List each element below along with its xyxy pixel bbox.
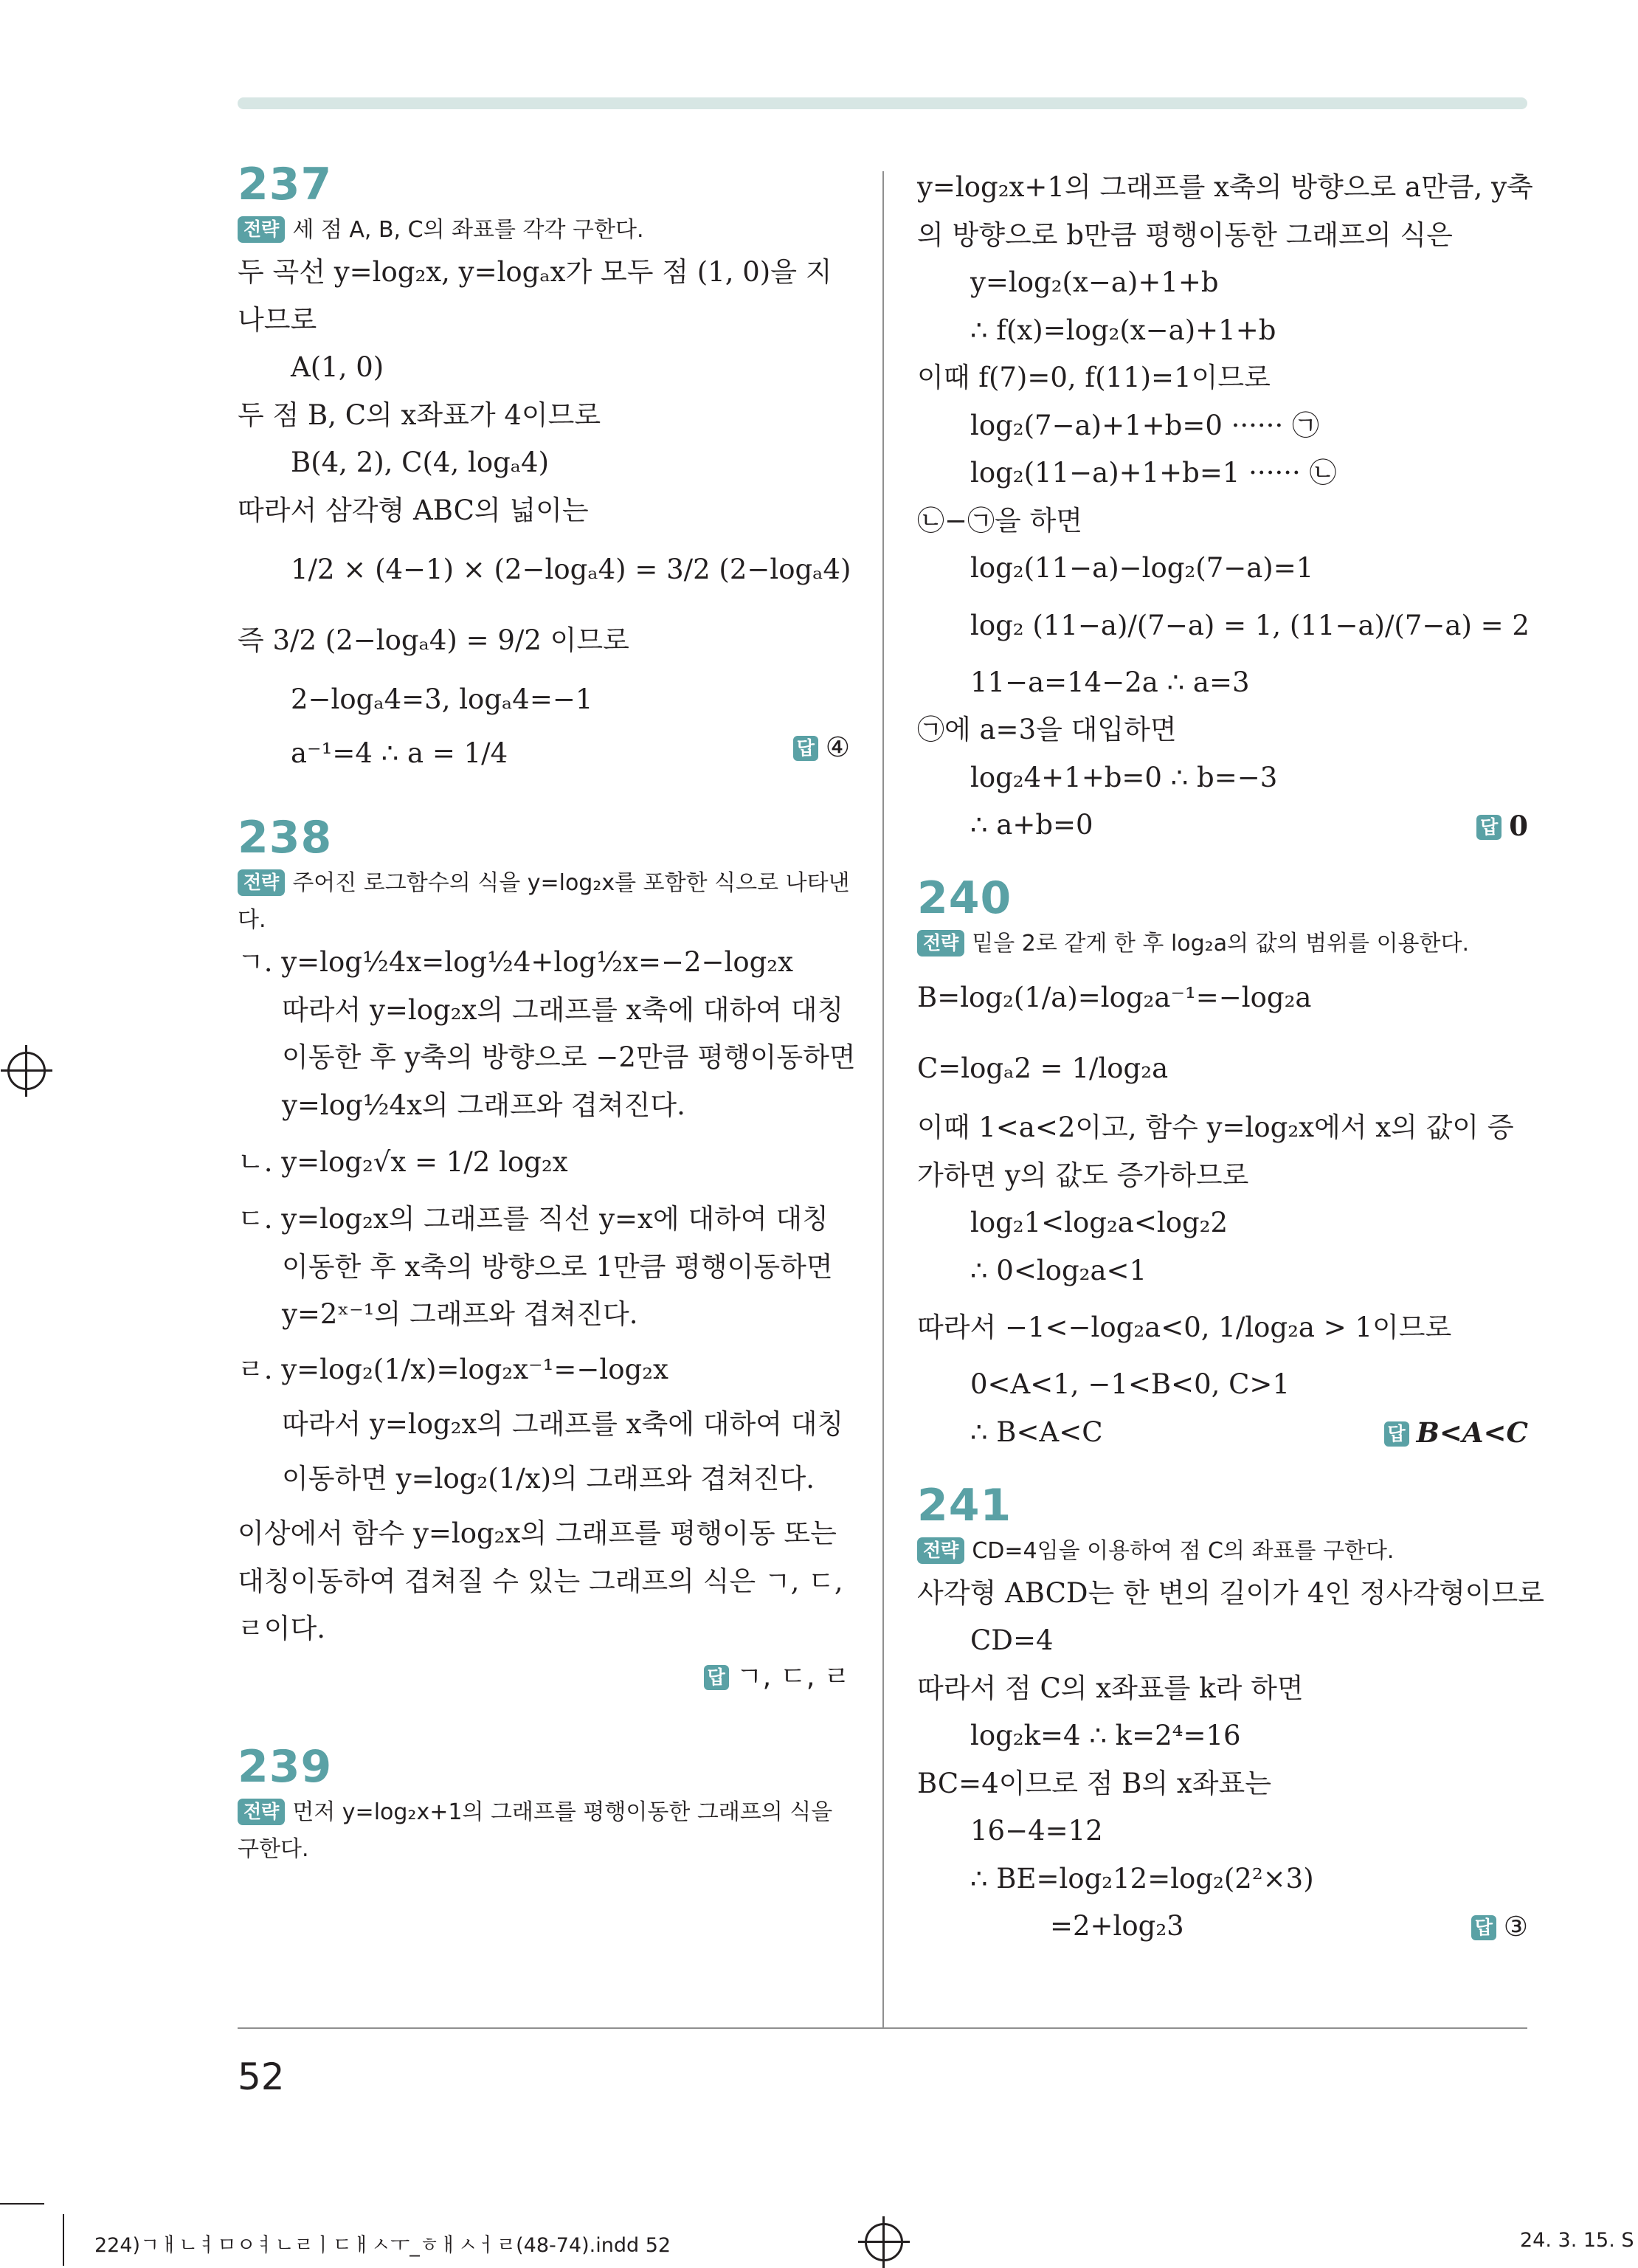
strategy-text: 먼저 y=log₂x+1의 그래프를 평행이동한 그래프의 식을 구한다. <box>238 1799 833 1862</box>
solution-line: y=log₂x+1의 그래프를 x축의 방향으로 a만큼, y축 <box>917 171 1533 203</box>
header-bar <box>238 97 1527 109</box>
strategy-text: CD=4임을 이용하여 점 C의 좌표를 구한다. <box>972 1537 1395 1564</box>
solution-line: CD=4 <box>970 1624 1054 1656</box>
solution-line: A(1, 0) <box>291 351 384 383</box>
problem-239-continued <box>917 164 1533 850</box>
solution-line: ㄴ. y=log₂√x = 1/2 log₂x <box>238 1146 568 1178</box>
answer-tag: 답 <box>1476 815 1502 840</box>
problem-number: 238 <box>238 812 333 864</box>
solution-line: ∴ a+b=0 <box>970 809 1093 841</box>
solution-line: log₂(11−a)−log₂(7−a)=1 <box>970 552 1314 584</box>
solution-line: 가하면 y의 값도 증가하므로 <box>917 1159 1249 1191</box>
solution-line: ㄷ. y=log₂x의 그래프를 직선 y=x에 대하여 대칭 <box>238 1203 829 1235</box>
solution-line: a⁻¹=4 ∴ a = 1/4 <box>291 737 508 769</box>
solution-line: ∴ 0<log₂a<1 <box>970 1254 1147 1286</box>
solution-line: ∴ BE=log₂12=log₂(2²×3) <box>970 1862 1314 1895</box>
solution-line: ㉠에 a=3을 대입하면 <box>917 714 1177 745</box>
left-column <box>238 159 856 1868</box>
solution-line: ㉡−㉠을 하면 <box>917 504 1082 537</box>
solution-line: log₂(7−a)+1+b=0 ······ ㉠ <box>970 409 1319 441</box>
strategy <box>917 1533 1528 1570</box>
solution-line: 따라서 삼각형 ABC의 넓이는 <box>238 494 589 526</box>
solution-line: ∴ f(x)=log₂(x−a)+1+b <box>970 314 1276 346</box>
registration-mark-icon <box>865 2223 903 2261</box>
strategy-text: 주어진 로그함수의 식을 y=log₂x를 포함한 식으로 나타낸다. <box>238 870 850 933</box>
solution-line: log₂1<log₂a<log₂2 <box>970 1207 1228 1238</box>
problem-number: 240 <box>917 872 1012 924</box>
solution-line: ∴ B<A<C <box>970 1416 1103 1448</box>
column-divider <box>882 171 884 2027</box>
problem-number: 241 <box>917 1479 1012 1531</box>
page-number: 52 <box>238 2055 285 2098</box>
solution-line: 0<A<1, −1<B<0, C>1 <box>970 1368 1290 1400</box>
solution-line: 16−4=12 <box>970 1815 1103 1847</box>
strategy-tag: 전략 <box>917 1537 964 1564</box>
solution-line: 이상에서 함수 y=log₂x의 그래프를 평행이동 또는 <box>238 1517 837 1549</box>
solution-line: 이때 f(7)=0, f(11)=1이므로 <box>917 362 1271 393</box>
solution-line: log₂4+1+b=0 ∴ b=−3 <box>970 761 1278 793</box>
solution-line: 즉 3/2 (2−logₐ4) = 9/2 이므로 <box>238 624 629 656</box>
solution-line: log₂ (11−a)/(7−a) = 1, (11−a)/(7−a) = 2 <box>970 609 1530 641</box>
answer-value: ④ <box>825 731 850 763</box>
solution-line: log₂(11−a)+1+b=1 ······ ㉡ <box>970 457 1337 489</box>
crop-mark <box>63 2214 64 2266</box>
solution-line: ㄹ. y=log₂(1/x)=log₂x⁻¹=−log₂x <box>238 1353 668 1385</box>
problem-238 <box>238 812 856 1700</box>
solution-line: =2+log₂3 <box>1050 1910 1184 1942</box>
solution-line: 두 곡선 y=log₂x, y=logₐx가 모두 점 (1, 0)을 지 <box>238 256 832 288</box>
answer-value: 0 <box>1509 809 1528 842</box>
solution-line: BC=4이므로 점 B의 x좌표는 <box>917 1767 1272 1799</box>
strategy-text: 세 점 A, B, C의 좌표를 각각 구한다. <box>292 217 644 243</box>
problem-number: 237 <box>238 159 333 210</box>
problem-240 <box>917 872 1528 1458</box>
solution-line: 따라서 y=log₂x의 그래프를 x축에 대하여 대칭 <box>282 1407 844 1440</box>
problem-241 <box>917 1479 1545 1951</box>
answer-tag: 답 <box>1471 1915 1496 1940</box>
strategy <box>238 865 850 939</box>
solution-line: 두 점 B, C의 x좌표가 4이므로 <box>238 399 601 431</box>
strategy-tag: 전략 <box>238 869 285 896</box>
answer-tag: 답 <box>704 1665 729 1690</box>
footer-date: 24. 3. 15. S <box>1520 2229 1634 2252</box>
solution-line: ㄹ이다. <box>238 1613 325 1644</box>
solution-line: log₂k=4 ∴ k=2⁴=16 <box>970 1720 1241 1751</box>
answer-value: B<A<C <box>1416 1416 1528 1449</box>
solution-line: 이동한 후 x축의 방향으로 1만큼 평행이동하면 <box>282 1250 833 1283</box>
strategy-tag: 전략 <box>917 930 964 957</box>
solution-line: 11−a=14−2a ∴ a=3 <box>970 666 1250 698</box>
registration-mark-icon <box>7 1052 46 1090</box>
solution-line: 2−logₐ4=3, logₐ4=−1 <box>291 683 593 715</box>
solution-line: y=2ˣ⁻¹의 그래프와 겹쳐진다. <box>282 1298 638 1330</box>
strategy-text: 밑을 2로 같게 한 후 log₂a의 값의 범위를 이용한다. <box>972 931 1470 957</box>
answer-tag: 답 <box>793 736 818 761</box>
footer-filename: 224)ㄱㅐㄴㅕㅁㅇㅕㄴㄹㅣㄷㅐㅅㅜ_ㅎㅐㅅㅓㄹ(48-74).indd 52 <box>94 2234 671 2257</box>
bottom-rule <box>238 2027 1527 2029</box>
solution-line: 따라서 점 C의 x좌표를 k라 하면 <box>917 1672 1304 1704</box>
problem-237 <box>238 159 850 771</box>
answer-tag: 답 <box>1384 1421 1409 1447</box>
solution-line: 이때 1<a<2이고, 함수 y=log₂x에서 x의 값이 증 <box>917 1111 1514 1143</box>
crop-mark <box>0 2203 44 2205</box>
solution-line: 사각형 ABCD는 한 변의 길이가 4인 정사각형이므로 <box>917 1576 1545 1609</box>
solution-line: 따라서 y=log₂x의 그래프를 x축에 대하여 대칭 <box>282 993 844 1026</box>
solution-line: 의 방향으로 b만큼 평행이동한 그래프의 식은 <box>917 218 1453 251</box>
solution-line: 나므로 <box>238 303 317 336</box>
solution-line: 대칭이동하여 겹쳐질 수 있는 그래프의 식은 ㄱ, ㄷ, <box>238 1565 843 1597</box>
strategy-tag: 전략 <box>238 216 285 243</box>
solution-line: 이동하면 y=log₂(1/x)의 그래프와 겹쳐진다. <box>282 1463 815 1495</box>
strategy <box>238 1794 850 1868</box>
solution-line: 이동한 후 y축의 방향으로 −2만큼 평행이동하면 <box>282 1041 856 1073</box>
strategy-tag: 전략 <box>238 1799 285 1825</box>
problem-number: 239 <box>238 1741 333 1793</box>
problem-239 <box>238 1741 850 1868</box>
solution-line: 따라서 −1<−log₂a<0, 1/log₂a > 1이므로 <box>917 1311 1452 1343</box>
strategy <box>917 926 1528 962</box>
right-column <box>917 164 1545 1951</box>
solution-line: y=log½4x의 그래프와 겹쳐진다. <box>282 1089 685 1121</box>
solution-line: 1/2 × (4−1) × (2−logₐ4) = 3/2 (2−logₐ4) <box>291 554 851 585</box>
solution-line: y=log₂(x−a)+1+b <box>970 266 1219 298</box>
solution-line: C=logₐ2 = 1/log₂a <box>917 1052 1169 1084</box>
answer <box>917 1903 1528 1951</box>
solution-line: B=log₂(1/a)=log₂a⁻¹=−log₂a <box>917 982 1312 1013</box>
solution-line: B(4, 2), C(4, logₐ4) <box>291 447 550 478</box>
strategy <box>238 212 850 249</box>
answer <box>238 1653 850 1701</box>
answer-value: ㄱ, ㄷ, ㄹ <box>736 1660 850 1692</box>
answer-value: ③ <box>1503 1910 1528 1943</box>
solution-line: ㄱ. y=log½4x=log½4+log½x=−2−log₂x <box>238 946 793 978</box>
